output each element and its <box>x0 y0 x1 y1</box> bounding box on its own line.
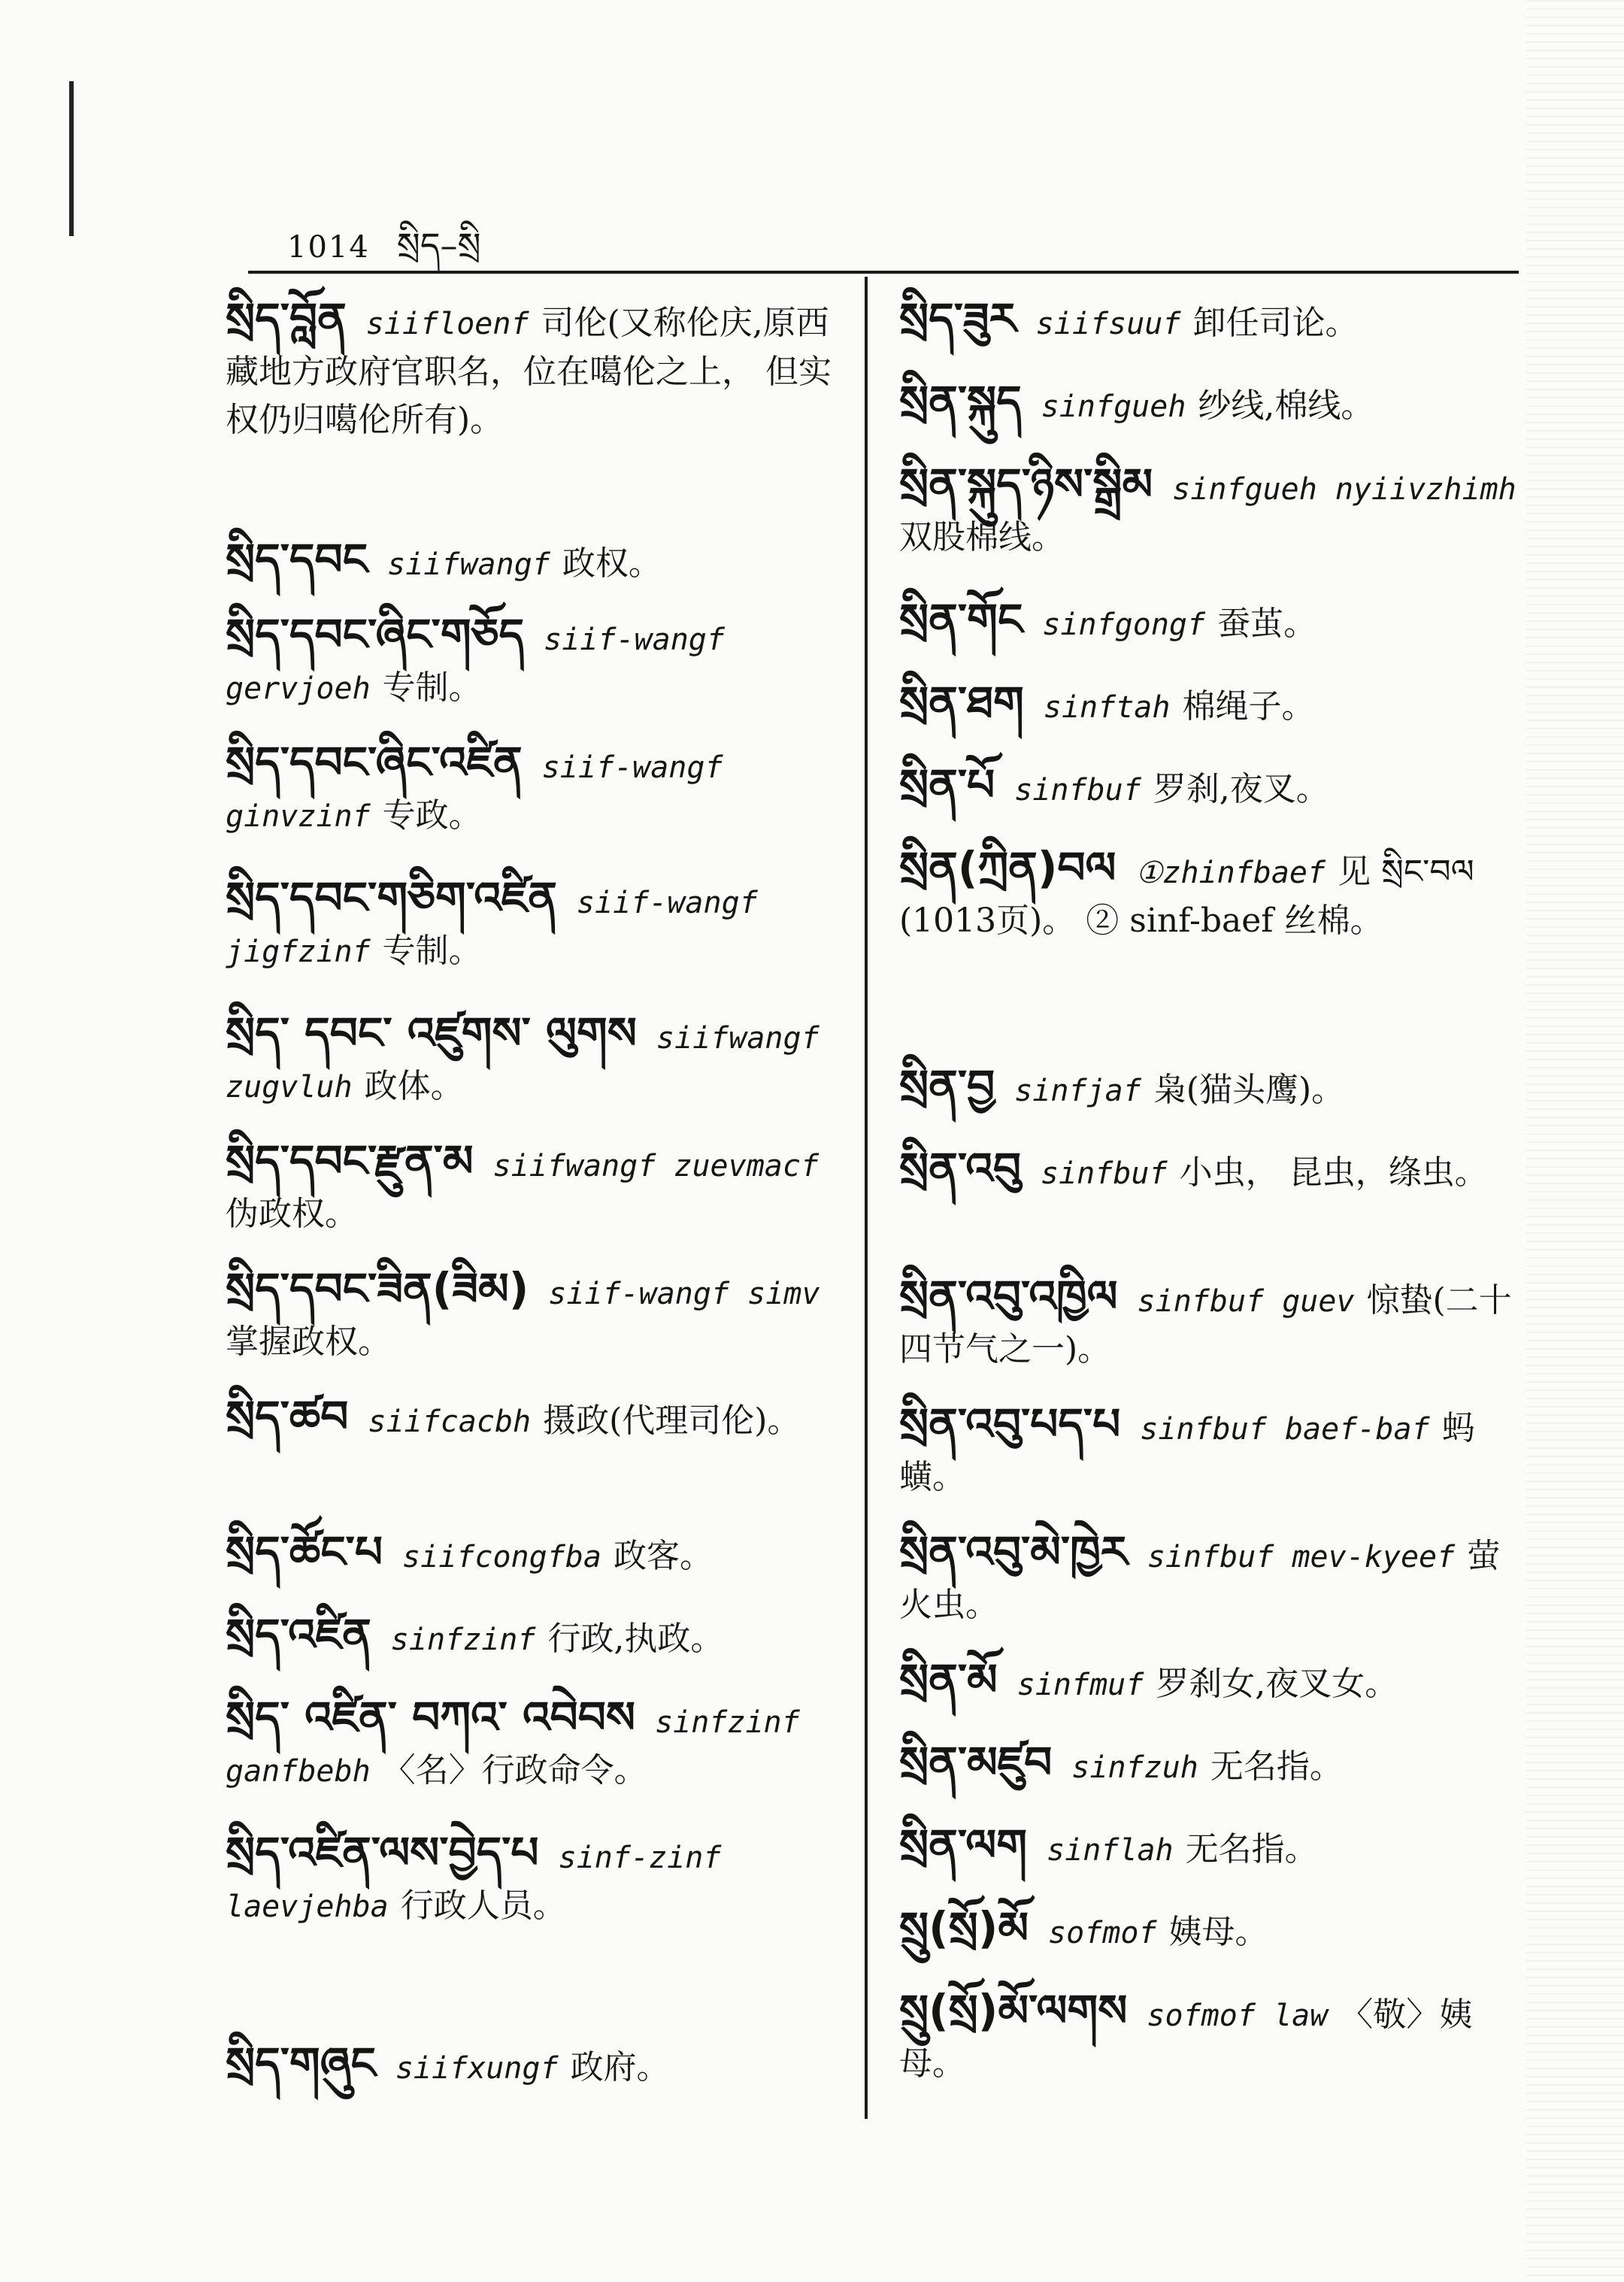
romanization: siifsuuf <box>1035 307 1181 341</box>
romanization: sofmof law <box>1147 1999 1329 2033</box>
definition: 蚕茧。 <box>1217 605 1317 643</box>
definition: 无名指。 <box>1185 1830 1318 1868</box>
dictionary-entry <box>899 1656 1531 1709</box>
page-number: 1014 <box>287 230 370 265</box>
dictionary-entry <box>226 874 857 976</box>
definition: 摄政(代理司伦)。 <box>543 1402 801 1440</box>
dictionary-entry <box>226 1393 857 1446</box>
romanization: siif-wangf simv <box>548 1277 820 1311</box>
romanization: sinfbuf <box>1041 1156 1168 1191</box>
headword: སྲིན་འབུ <box>899 1143 1021 1194</box>
romanization: sinfgueh nyiivzhimh <box>1172 472 1516 507</box>
romanization: sinfbuf guev <box>1137 1284 1355 1319</box>
headword: སྲིན་སྐུད་ཉིས་སྒྲིམ <box>899 459 1153 510</box>
header-rule <box>248 271 1519 274</box>
headword: སྲིད་དབང་ཞིང་འཛིན <box>226 737 523 788</box>
definition: 政客。 <box>613 1537 713 1575</box>
definition: 姨母。 <box>1168 1913 1268 1951</box>
headword: སྲུ(སྲོ)མོ་ལགས <box>899 1985 1128 2036</box>
definition: 卸任司论。 <box>1192 304 1359 342</box>
definition: 棉绳子。 <box>1182 687 1315 726</box>
romanization: siif-wangf jigfzinf <box>226 886 758 969</box>
headword: སྲིད་དབང <box>226 534 368 585</box>
headword: སྲིན་མཛུབ <box>899 1737 1053 1788</box>
headword: སྲིད་ འཛིན་ བཀའ་ འབེབས <box>226 1692 636 1743</box>
romanization: sinfzuh <box>1071 1750 1198 1785</box>
definition: 行政,执政。 <box>547 1620 724 1658</box>
dictionary-entry <box>899 844 1531 945</box>
headword: སྲིད་དབང་རྫུན་མ <box>226 1135 474 1186</box>
definition: 蚂蟥。 <box>899 1409 1475 1496</box>
romanization: siifwangf zugvluh <box>226 1021 820 1105</box>
dictionary-entry <box>899 1144 1531 1198</box>
definition: 罗刹,夜叉。 <box>1153 770 1329 808</box>
dictionary-entry <box>226 1137 857 1238</box>
headword: སྲིན་སྐུད <box>899 376 1022 427</box>
headword: སྲིད་དབང་གཅིག་འཛིན <box>226 872 557 923</box>
dictionary-entry <box>899 1400 1531 1502</box>
dictionary-entry <box>226 2039 857 2093</box>
definition: 〈名〉行政命令。 <box>382 1751 647 1790</box>
definition: 小虫， 昆虫，绦虫。 <box>1179 1153 1488 1192</box>
romanization: siifcacbh <box>368 1405 532 1439</box>
headword: སྲིད་འཛིན་ལས་བྱེད་པ <box>226 1827 539 1878</box>
romanization: sofmof <box>1048 1916 1157 1950</box>
definition: 行政人员。 <box>400 1887 566 1925</box>
dictionary-entry <box>226 611 857 713</box>
romanization: sinflah <box>1047 1833 1174 1868</box>
dictionary-entry <box>899 1528 1531 1629</box>
definition: 纱线,棉线。 <box>1198 386 1374 425</box>
definition: 专制。 <box>382 668 482 707</box>
headword: སྲིན་འབུ་འཁྱིལ <box>899 1271 1118 1322</box>
dictionary-entry <box>899 460 1531 562</box>
dictionary-entry <box>226 295 857 444</box>
dictionary-entry <box>899 678 1531 732</box>
romanization: sinfzinf ganfbebh <box>226 1705 800 1789</box>
dictionary-entry <box>899 1738 1531 1792</box>
romanization: sinfjaf <box>1014 1074 1141 1108</box>
headword: སྲིན་འབུ་མེ་ཁྱེར <box>899 1526 1128 1577</box>
definition: 双股棉线。 <box>899 518 1065 556</box>
romanization: siifwangf <box>387 547 550 582</box>
definition: 掌握政权。 <box>226 1323 391 1361</box>
headword: སྲིན་པོ <box>899 759 995 811</box>
headword: སྲིད་བློན <box>226 293 347 344</box>
romanization: siifwangf zuevmacf <box>492 1149 820 1183</box>
headword: སྲིད་ཟུར <box>899 293 1017 344</box>
dictionary-entry <box>899 596 1531 649</box>
romanization: sinfzinf <box>390 1623 536 1657</box>
dictionary-entry <box>899 377 1531 431</box>
dictionary-entry <box>226 1528 857 1581</box>
definition: 见 སྲིང་བལ (1013页)。 ② sinf-baef 丝棉。 <box>899 853 1474 940</box>
headword: སྲིད་ཚོང་པ <box>226 1526 383 1577</box>
definition: 政权。 <box>562 544 662 583</box>
dictionary-entry <box>226 1009 857 1111</box>
definition: 萤火虫。 <box>899 1537 1501 1624</box>
romanization: sinfgongf <box>1042 608 1206 642</box>
headword: སྲིད་དབང་ཟིན(ཟིམ) <box>226 1263 529 1314</box>
guide-word: སྲིད–སྲི <box>396 225 481 265</box>
dictionary-entry <box>226 738 857 841</box>
definition: 枭(猫头鹰)。 <box>1153 1071 1345 1109</box>
headword: སྲིད་ཚབ <box>226 1391 349 1442</box>
romanization: sinfbuf baef-baf <box>1140 1412 1430 1447</box>
headword: སྲིན་གོང <box>899 594 1023 645</box>
headword: སྲིན(ཀྲིན)བལ <box>899 842 1116 893</box>
margin-mark <box>69 81 74 236</box>
romanization: sinfbuf <box>1014 773 1141 808</box>
definition: 无名指。 <box>1210 1747 1343 1786</box>
headword: སྲིན་མོ <box>899 1654 998 1705</box>
romanization: sinfgueh <box>1041 389 1186 424</box>
headword: སྲིན་ལག <box>899 1820 1028 1871</box>
dictionary-entry <box>899 761 1531 814</box>
headword: སྲིན་བྱ <box>899 1060 995 1111</box>
headword: སྲིད་ དབང་ འཛུགས་ ལུགས <box>226 1008 637 1059</box>
dictionary-entry <box>899 1062 1531 1115</box>
dictionary-entry <box>899 1821 1531 1874</box>
definition: 专政。 <box>382 796 482 835</box>
headword: སྲིད་འཛིན <box>226 1609 371 1660</box>
headword: སྲུ(སྲོ)མོ <box>899 1902 1029 1953</box>
headword: སྲིད་གཞུང <box>226 2038 376 2089</box>
headword: སྲིན་འབུ་པད་པ <box>899 1399 1121 1450</box>
dictionary-entry <box>899 1987 1531 2088</box>
romanization: sinfbuf mev-kyeef <box>1147 1540 1456 1574</box>
romanization: sinf-zinf laevjehba <box>226 1841 722 1924</box>
dictionary-entry <box>226 535 857 589</box>
romanization: siif-wangf gervjoeh <box>226 623 725 706</box>
dictionary-entry <box>226 1829 857 1931</box>
romanization: siifloenf <box>365 307 529 341</box>
romanization: siifcongfba <box>402 1540 601 1574</box>
headword: སྲིད་དབང་ཞིང་གཅོད <box>226 609 525 660</box>
page-edge-texture <box>1526 0 1624 2282</box>
definition: 惊蛰(二十四节气之一)。 <box>899 1281 1512 1368</box>
definition: 〈敬〉姨母。 <box>899 1996 1473 2083</box>
romanization: siifxungf <box>395 2051 559 2086</box>
column-divider <box>865 277 868 2119</box>
definition: 伪政权。 <box>226 1195 358 1233</box>
definition: 罗刹女,夜叉女。 <box>1156 1665 1398 1703</box>
romanization: siif-wangf ginvzinf <box>226 750 723 834</box>
dictionary-entry <box>899 295 1531 348</box>
definition: 专制。 <box>382 932 482 970</box>
romanization: sinftah <box>1043 690 1171 725</box>
definition: 司伦(又称伦庆,原西藏地方政府官职名，位在噶伦之上， 但实权仍归噶伦所有)。 <box>226 304 832 439</box>
headword: སྲིན་ཐག <box>899 677 1024 728</box>
dictionary-entry <box>226 1693 857 1796</box>
definition: 政府。 <box>570 2048 670 2087</box>
dictionary-entry <box>226 1265 857 1366</box>
definition: 政体。 <box>364 1067 464 1105</box>
dictionary-entry <box>226 1611 857 1664</box>
romanization: sinfmuf <box>1017 1668 1144 1702</box>
romanization: ①zhinfbaef <box>1135 856 1326 890</box>
page-header <box>287 208 481 305</box>
dictionary-entry <box>899 1272 1531 1374</box>
dictionary-entry <box>899 1904 1531 1957</box>
